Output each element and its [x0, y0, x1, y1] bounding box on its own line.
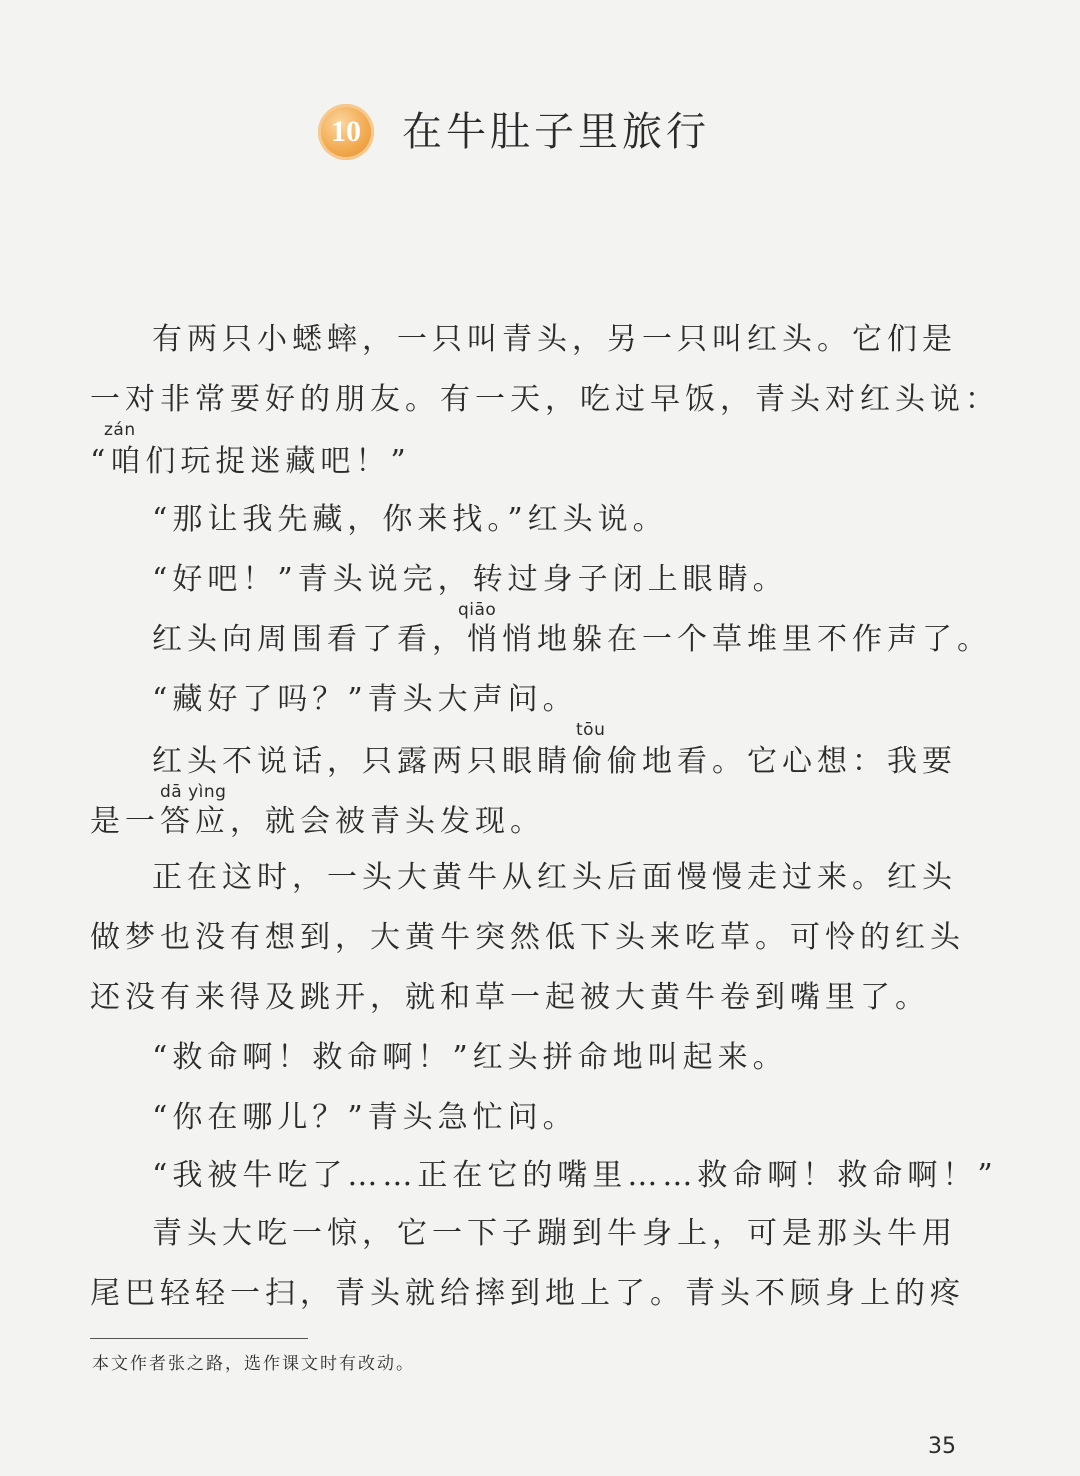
text-line: “那让我先藏，你来找。”红头说。 [152, 502, 668, 537]
text-line: “咱们玩捉迷藏吧！” [90, 444, 411, 479]
pinyin-annotation: tōu [576, 720, 606, 740]
page-number: 35 [928, 1434, 956, 1459]
footnote-divider [90, 1338, 308, 1339]
text-line: 青头大吃一惊，它一下子蹦到牛身上，可是那头牛用 [152, 1216, 957, 1251]
text-line: 一对非常要好的朋友。有一天，吃过早饭，青头对红头说： [90, 382, 1000, 417]
lesson-title: 在牛肚子里旅行 [402, 109, 710, 155]
text-line: 正在这时，一头大黄牛从红头后面慢慢走过来。红头 [152, 860, 957, 895]
footnote: 本文作者张之路，选作课文时有改动。 [92, 1354, 415, 1374]
text-line: “藏好了吗？”青头大声问。 [152, 682, 578, 717]
text-line: 还没有来得及跳开，就和草一起被大黄牛卷到嘴里了。 [90, 980, 930, 1015]
lesson-number-badge: 10 [318, 104, 374, 160]
text-line: 尾巴轻轻一扫，青头就给摔到地上了。青头不顾身上的疼 [90, 1276, 965, 1311]
lesson-header [0, 100, 1080, 164]
text-line: 是一答应，就会被青头发现。 [90, 804, 545, 839]
pinyin-annotation: dā yìng [160, 782, 227, 802]
text-line: 红头向周围看了看，悄悄地躲在一个草堆里不作声了。 [152, 622, 992, 657]
text-line: 做梦也没有想到，大黄牛突然低下头来吃草。可怜的红头 [90, 920, 965, 955]
text-line: 有两只小蟋蟀，一只叫青头，另一只叫红头。它们是 [152, 322, 957, 357]
text-line: 红头不说话，只露两只眼睛偷偷地看。它心想：我要 [152, 744, 957, 779]
text-line: “救命啊！救命啊！”红头拼命地叫起来。 [152, 1040, 788, 1075]
pinyin-annotation: zán [104, 420, 136, 440]
pinyin-annotation: qiāo [458, 600, 497, 620]
text-line: “你在哪儿？”青头急忙问。 [152, 1100, 578, 1135]
text-line: “我被牛吃了……正在它的嘴里……救命啊！救命啊！” [152, 1158, 998, 1193]
text-line: “好吧！”青头说完，转过身子闭上眼睛。 [152, 562, 788, 597]
